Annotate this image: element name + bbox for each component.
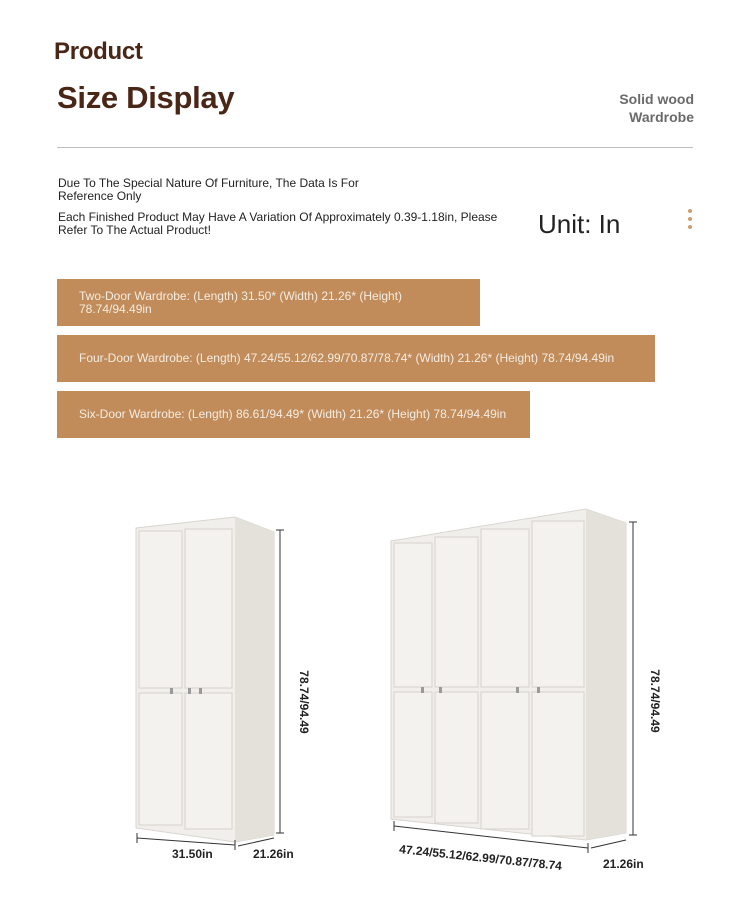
spec-bar-six-door: Six-Door Wardrobe: (Length) 86.61/94.49* (Width) 21.26* (Height) 78.74/94.49in — [57, 391, 530, 438]
two-door-length-label: 31.50in — [172, 847, 213, 861]
four-door-width-label: 21.26in — [603, 857, 644, 871]
four-door-length-label: 47.24/55.12/62.99/70.87/78.74 — [398, 842, 563, 874]
four-door-height-label: 78.74/94.49 — [648, 669, 662, 733]
title-product: Product — [54, 38, 143, 65]
brand-line-1: Solid wood — [619, 91, 694, 107]
two-door-width-label: 21.26in — [253, 847, 294, 861]
note-reference-only: Due To The Special Nature Of Furniture, The Data Is For Reference Only — [58, 176, 359, 203]
spec-bar-two-door: Two-Door Wardrobe: (Length) 31.50* (Width) 21.26* (Height) 78.74/94.49in — [57, 279, 480, 326]
unit-label: Unit: In — [538, 209, 621, 239]
spec-bar-four-door: Four-Door Wardrobe: (Length) 47.24/55.12/62.99/70.87/78.74* (Width) 21.26* (Height) 78.74/94.49in — [57, 335, 655, 382]
title-size-display: Size Display — [57, 80, 235, 115]
two-door-wardrobe-illustration — [136, 517, 284, 850]
brand-line-2: Wardrobe — [629, 109, 694, 125]
four-door-wardrobe-illustration — [391, 509, 637, 853]
note-variation: Each Finished Product May Have A Variation Of Approximately 0.39-1.18in, Please Refer To The Actual Product! — [58, 210, 498, 237]
two-door-height-label: 78.74/94.49 — [297, 670, 311, 734]
